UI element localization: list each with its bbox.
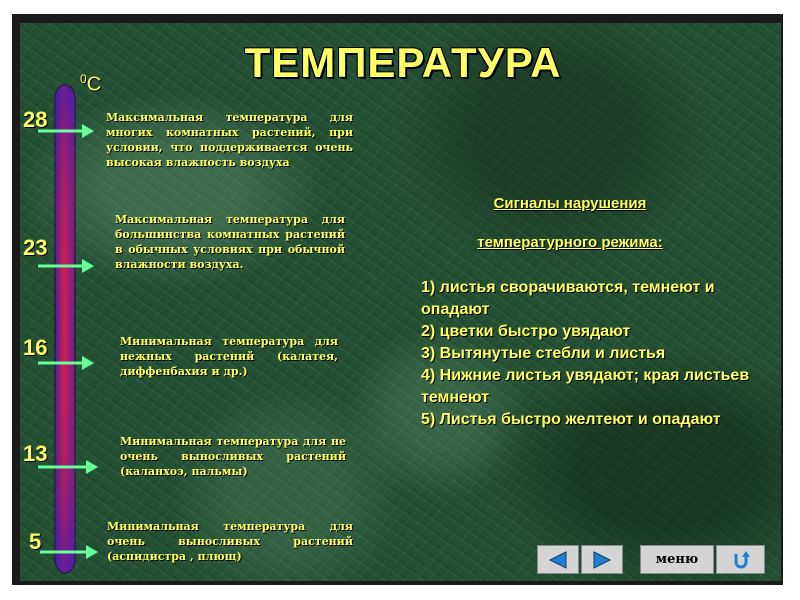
scale-value-23: 23 — [23, 235, 48, 260]
note-13: Минимальная температура для не очень выносливых растений (каланхоэ, пальмы) — [120, 435, 346, 478]
signal-item: 1) листья сворачиваются, темнеют и опадают — [421, 279, 715, 318]
prev-button[interactable] — [537, 545, 579, 574]
signals-heading-line2: температурного режима: — [477, 234, 663, 251]
note-23: Максимальная температура для большинства комнатных растений в обычных условиях при обычной влажности воздуха. — [115, 213, 345, 271]
slide — [20, 23, 781, 581]
menu-button-label: меню — [655, 552, 699, 567]
scale-value-5: 5 — [29, 529, 42, 554]
scale-value-13: 13 — [23, 441, 48, 466]
slide-title: ТЕМПЕРАТУРА — [244, 39, 562, 86]
return-button[interactable] — [716, 545, 765, 574]
scale-value-28: 28 — [23, 107, 48, 132]
signals-list — [421, 277, 766, 431]
triangle-left-icon — [548, 551, 568, 569]
signals-heading-line1: Сигналы нарушения — [493, 195, 647, 212]
signal-item: 5) Листья быстро желтеют и опадают — [421, 411, 721, 428]
next-button[interactable] — [581, 545, 623, 574]
signal-item: 3) Вытянутые стебли и листья — [421, 345, 666, 362]
signal-item: 2) цветки быстро увядают — [421, 323, 631, 340]
menu-button[interactable] — [640, 545, 714, 574]
signal-item: 4) Нижние листья увядают; края листьев темнеют — [421, 367, 750, 406]
unit-degree: 0 — [80, 72, 87, 86]
note-28: Максимальная температура для многих комнатных растений, при условии, что поддерживается очень высокая влажность воздуха — [106, 111, 353, 169]
note-16: Минимальная температура для нежных растений (калатея, диффенбахия и др.) — [120, 335, 338, 378]
return-arrow-icon — [730, 550, 752, 570]
unit-letter: С — [86, 73, 102, 96]
triangle-right-icon — [592, 551, 612, 569]
note-5: Минимальная температура для очень выносливых растений (аспидистра , плющ) — [107, 520, 353, 563]
scale-value-16: 16 — [23, 335, 48, 360]
